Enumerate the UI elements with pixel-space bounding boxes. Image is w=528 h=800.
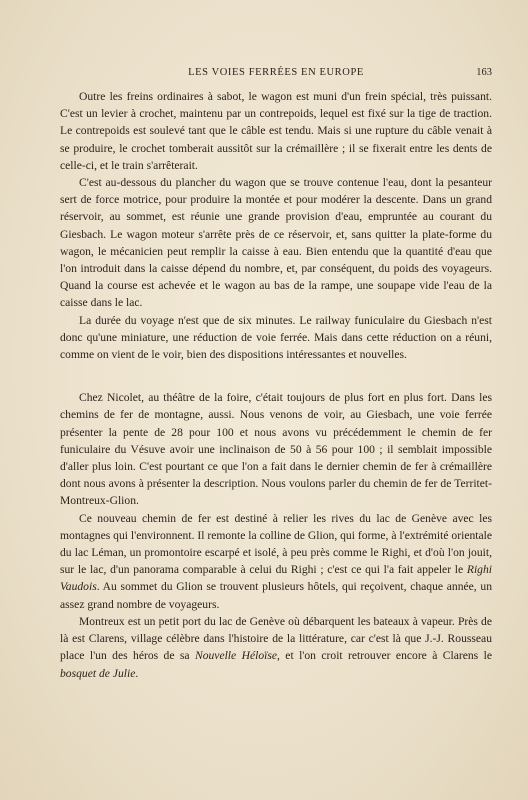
paragraph-water-ballast [60,174,492,312]
paragraph-text: Chez Nicolet, au théâtre de la foire, c'était toujours de plus fort en plus fort. Dans les chemins de fer de montagne, aussi. Nous venons de voir, au Giesbach, une voie ferrée présenter la pente de 28 pour 100 et nous avons vu précédemment le chemin de fer funiculaire du Vésuve avoir une inclinaison de 50 à 56 pour 100 ; il semblait impossible d'aller plus loin. C'est pourtant ce que l'on a fait dans le dernier chemin de fer à crémaillère dont nous avons à présenter la description. Nous voulons parler du chemin de fer de Territet-Montreux-Glion. [60,391,492,508]
paragraph-text: La durée du voyage n'est que de six minutes. Le railway funiculaire du Giesbach n'est donc qu'une miniature, une réduction de voie ferrée. Mais dans cette réduction on a réuni, comme on vient de le voir, bien des dispositions intéressantes et nouvelles. [60,313,492,362]
page-number: 163 [476,67,492,78]
paragraph-text: Montreux est un petit port du lac de Genève où débarquent les bateaux à vapeur. Près de là est Clarens, village célèbre dans l'histoire de la littérature, car c'est là que J.-J. Rousseau place l'un des héros de sa [60,614,492,663]
paragraph-text: C'est au-dessous du plancher du wagon que se trouve contenue l'eau, dont la pesanteur sert de force motrice, pour produire la montée et pour modérer la descente. Dans un grand réservoir, au sommet, est réunie une grande provision d'eau, empruntée au courant du Giesbach. Le wagon moteur s'arrête près de ce réservoir, et, sans quitter la plate-forme du wagon, le mécanicien peut remplir la caisse à eau. Bien entendu que la quantité d'eau que l'on introduit dans la caisse dépend du nombre, et, par conséquent, du poids des voyageurs. Quand la course est achevée et le wagon au bas de la rampe, une soupape vide l'eau de la caisse dans le lac. [60,176,492,310]
paragraph-brake-description [60,88,492,174]
italic-righi-vaudois: Righi Vaudois [60,563,492,594]
paragraph-montreux [60,613,492,682]
page-body [60,88,492,682]
paragraph-text-middle: , et l'on croit retrouver encore à Clarens le [277,649,492,663]
paragraph-glion-railway [60,510,492,613]
paragraph-text: Outre les freins ordinaires à sabot, le wagon est muni d'un frein spécial, très puissant. C'est un levier à crochet, maintenu par un contrepoids, lequel est fixé sur la tige de traction. Le contrepoids est soulevé tant que le câble est tendu. Mais si une rupture du câble venait à se produire, le crochet tomberait aussitôt sur la crémaillère ; il se fixerait entre les dents de celle-ci, et le train s'arrêterait. [60,90,492,172]
page-header [60,66,492,80]
paragraph-voyage-duration [60,312,492,364]
italic-bosquet-de-julie: bosquet de Julie [60,666,136,680]
italic-nouvelle-heloise: Nouvelle Héloïse [194,649,277,663]
section-break [60,363,492,389]
paragraph-text-continued: . Au sommet du Glion se trouvent plusieurs hôtels, qui reçoivent, chaque année, un assez grand nombre de voyageurs. [60,580,492,611]
running-title: LES VOIES FERRÉES EN EUROPE [188,67,364,78]
paragraph-text-end: . [135,666,139,680]
paragraph-nicolet [60,389,492,509]
paragraph-text: Ce nouveau chemin de fer est destiné à relier les rives du lac de Genève avec les montagnes qui l'environnent. Il remonte la colline de Glion, qui forme, à l'extrémité orientale du lac Léman, un promontoire escarpé et isolé, à peu près comme le Righi, et d'où l'on jouit, sur le lac, d'un panorama comparable à celui du Righi ; c'est ce qui l'a fait appeler le [60,511,492,577]
